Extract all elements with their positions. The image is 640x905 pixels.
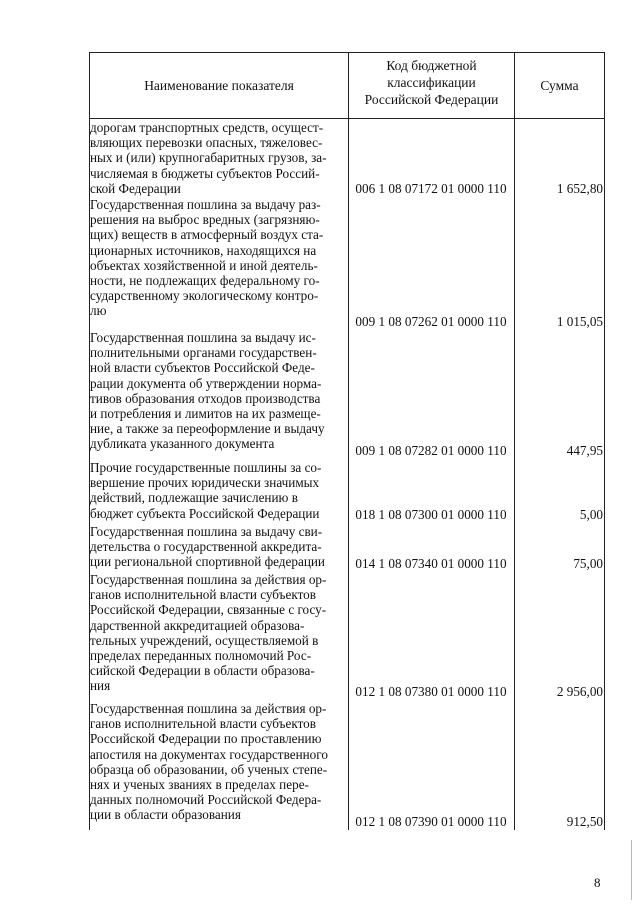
row-description: Государственная пошлина за выдачу сви- детельства о государственной аккредита- ции региональной спортивной федерации (90, 524, 325, 570)
row-code: 012 1 08 07390 01 0000 110 (355, 814, 507, 829)
page-number: 8 (594, 875, 601, 890)
row-amount: 1 652,80 (556, 181, 603, 196)
row-amount: 5,00 (579, 507, 603, 522)
row-description: Государственная пошлина за действия ор- ганов исполнительной власти субъектов Российской Федерации по проставлению апостиля на документах государственного образца об образовании, об ученых степе- нях и ученых званиях в пределах пере- данных полномочий Российской Федера- ции в области образования (90, 701, 328, 823)
header-sum: Сумма (540, 78, 579, 93)
row-description: Государственная пошлина за выдачу ис- полнительными органами государствен- ной власти субъектов Российской Феде- рации документа об утверждении норма- тивов образования отходов производства и потребления и лимитов на их размеще- ние, а также за переоформление и выдачу дубликата указанного документа (90, 330, 325, 452)
row-amount: 912,50 (566, 814, 603, 829)
row-code: 009 1 08 07282 01 0000 110 (355, 443, 507, 458)
row-description: Государственная пошлина за действия ор- ганов исполнительной власти субъектов Российской Федерации, связанные с госу- дарственной аккредитацией образова- тельных учреждений, осуществляемой в пределах переданных полномочий Рос- сийской Федерации в области образова- ния (90, 572, 327, 694)
header-name: Наименование показателя (144, 78, 294, 93)
table-right-border (604, 52, 605, 830)
header-bottom-border (89, 118, 604, 119)
table-top-border (89, 52, 604, 53)
row-code: 006 1 08 07172 01 0000 110 (355, 181, 507, 196)
column-divider-2 (514, 52, 515, 830)
column-divider-1 (348, 52, 349, 830)
header-code: Код бюджетной классификации Российской Федерации (364, 58, 499, 107)
row-amount: 1 015,05 (556, 314, 603, 329)
scan-edge-mark (631, 840, 632, 900)
row-code: 009 1 08 07262 01 0000 110 (355, 314, 507, 329)
row-code: 014 1 08 07340 01 0000 110 (355, 556, 507, 571)
row-description: Государственная пошлина за выдачу раз- решения на выброс вредных (загрязняю- щих) веществ в атмосферный воздух ста- ционарных источников, находящихся на объектах хозяйственной и иной деятель- ности, не подлежащих федеральному го- сударственному экологическому контро- лю (90, 197, 324, 319)
row-code: 018 1 08 07300 01 0000 110 (355, 507, 507, 522)
row-code: 012 1 08 07380 01 0000 110 (355, 684, 507, 699)
row-amount: 447,95 (566, 443, 603, 458)
row-amount: 75,00 (573, 556, 603, 571)
row-description: Прочие государственные пошлины за со- вершение прочих юридически значимых действий, подлежащие зачислению в бюджет субъекта Российской Федерации (90, 460, 322, 521)
row-description: дорогам транспортных средств, осущест- вляющих перевозки опасных, тяжеловес- ных и (или) крупногабаритных грузов, за- числяемая в бюджеты субъектов Россий- ской Федерации (90, 120, 327, 196)
row-amount: 2 956,00 (556, 684, 603, 699)
